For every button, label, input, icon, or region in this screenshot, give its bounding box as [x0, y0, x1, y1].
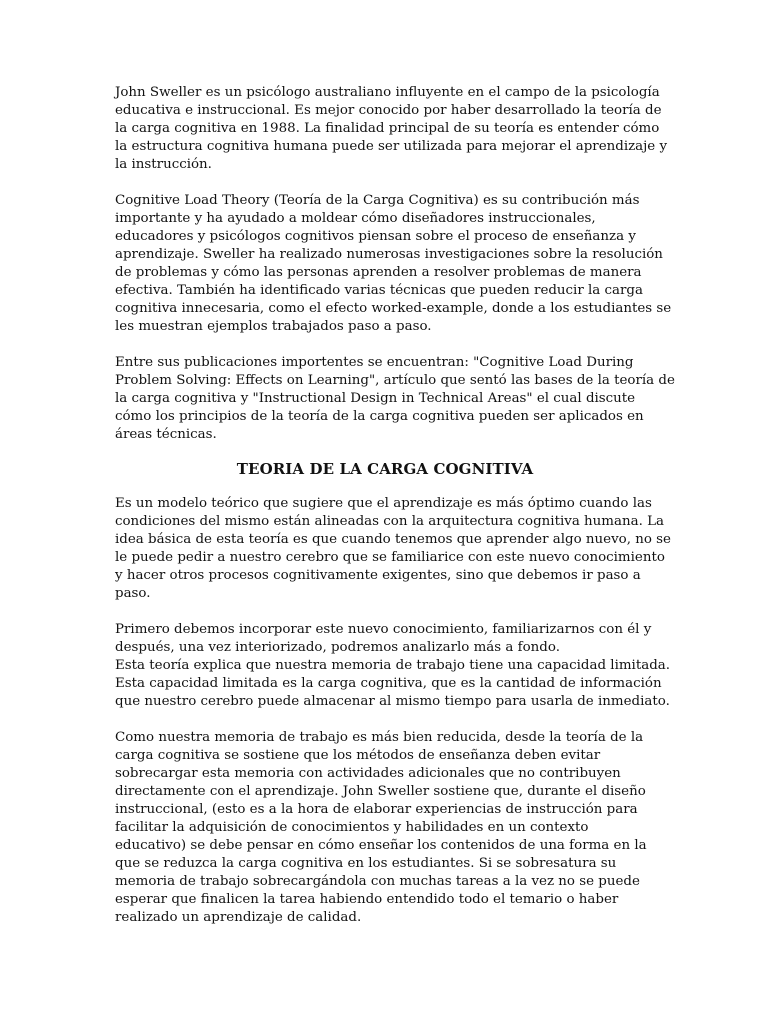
paragraph-intro [115, 84, 668, 174]
text-line: después, una vez interiorizado, podremos analizarlo más a fondo. [115, 640, 560, 655]
paragraph-publications [115, 354, 675, 444]
section-title: TEORIA DE LA CARGA COGNITIVA [236, 460, 534, 478]
text-line: educativa e instruccional. Es mejor conocido por haber desarrollado la teoría de [115, 103, 662, 118]
text-line: idea básica de esta teoría es que cuando tenemos que aprender algo nuevo, no se [115, 532, 671, 547]
text-line: directamente con el aprendizaje. John Sweller sostiene que, durante el diseño [115, 784, 646, 799]
text-line: aprendizaje. Sweller ha realizado numerosas investigaciones sobre la resolución [115, 247, 663, 262]
paragraph-instructional-design [115, 729, 655, 927]
text-line: la carga cognitiva en 1988. La finalidad principal de su teoría es entender cómo [115, 121, 660, 136]
text-line: que nuestro cerebro puede almacenar al mismo tiempo para usarla de inmediato. [115, 694, 670, 709]
text-line: áreas técnicas. [115, 427, 217, 442]
text-line: la estructura cognitiva humana puede ser utilizada para mejorar el aprendizaje y [115, 139, 668, 154]
text-line: paso. [115, 586, 151, 601]
paragraph-gap [115, 174, 655, 192]
text-line: importante y ha ayudado a moldear cómo diseñadores instruccionales, [115, 211, 596, 226]
text-line: carga cognitiva se sostiene que los métodos de enseñanza deben evitar [115, 748, 601, 763]
text-line: educativo) se debe pensar en cómo enseñar los contenidos de una forma en la [115, 838, 647, 853]
document-page [115, 84, 675, 927]
text-line: y hacer otros procesos cognitivamente exigentes, sino que debemos ir paso a [115, 568, 641, 583]
text-line: la carga cognitiva y "Instructional Design in Technical Areas" el cual discute [115, 391, 636, 406]
text-line: esperar que finalicen la tarea habiendo entendido todo el temario o haber [115, 892, 619, 907]
paragraph-gap [115, 336, 655, 354]
paragraph-gap [115, 711, 655, 729]
text-line: la instrucción. [115, 157, 212, 172]
text-line: condiciones del mismo están alineadas con la arquitectura cognitiva humana. La [115, 514, 664, 529]
text-line: Problem Solving: Effects on Learning", artículo que sentó las bases de la teoría de [115, 373, 675, 388]
text-line: instruccional, (esto es a la hora de elaborar experiencias de instrucción para [115, 802, 638, 817]
text-line: realizado un aprendizaje de calidad. [115, 910, 362, 925]
text-line: efectiva. También ha identificado varias técnicas que pueden reducir la carga [115, 283, 643, 298]
text-line: de problemas y cómo las personas aprenden a resolver problemas de manera [115, 265, 642, 280]
paragraph-gap [115, 603, 655, 621]
text-line: Entre sus publicaciones importentes se encuentran: "Cognitive Load During [115, 355, 634, 370]
paragraph-model-definition [115, 495, 671, 603]
text-line: sobrecargar esta memoria con actividades adicionales que no contribuyen [115, 766, 621, 781]
text-line: Esta capacidad limitada es la carga cognitiva, que es la cantidad de información [115, 676, 662, 691]
text-line: Cognitive Load Theory (Teoría de la Carga Cognitiva) es su contribución más [115, 193, 640, 208]
text-line: Esta teoría explica que nuestra memoria de trabajo tiene una capacidad limitada. [115, 658, 671, 673]
text-line: Es un modelo teórico que sugiere que el aprendizaje es más óptimo cuando las [115, 496, 652, 511]
text-line: les muestran ejemplos trabajados paso a paso. [115, 319, 432, 334]
text-line: cómo los principios de la teoría de la carga cognitiva pueden ser aplicados en [115, 409, 644, 424]
text-line: facilitar la adquisición de conocimientos y habilidades en un contexto [115, 820, 589, 835]
paragraph-working-memory [115, 621, 671, 711]
text-line: educadores y psicólogos cognitivos piensan sobre el proceso de enseñanza y [115, 229, 636, 244]
text-line: que se reduzca la carga cognitiva en los estudiantes. Si se sobresatura su [115, 856, 617, 871]
text-line: John Sweller es un psicólogo australiano influyente en el campo de la psicología [115, 85, 660, 100]
paragraph-cognitive-load-theory [115, 192, 672, 336]
text-line: cognitiva innecesaria, como el efecto worked-example, donde a los estudiantes se [115, 301, 672, 316]
text-line: Como nuestra memoria de trabajo es más bien reducida, desde la teoría de la [115, 730, 644, 745]
text-line: le puede pedir a nuestro cerebro que se familiarice con este nuevo conocimiento [115, 550, 665, 565]
text-line: Primero debemos incorporar este nuevo conocimiento, familiarizarnos con él y [115, 622, 652, 637]
text-line: memoria de trabajo sobrecargándola con muchas tareas a la vez no se puede [115, 874, 640, 889]
